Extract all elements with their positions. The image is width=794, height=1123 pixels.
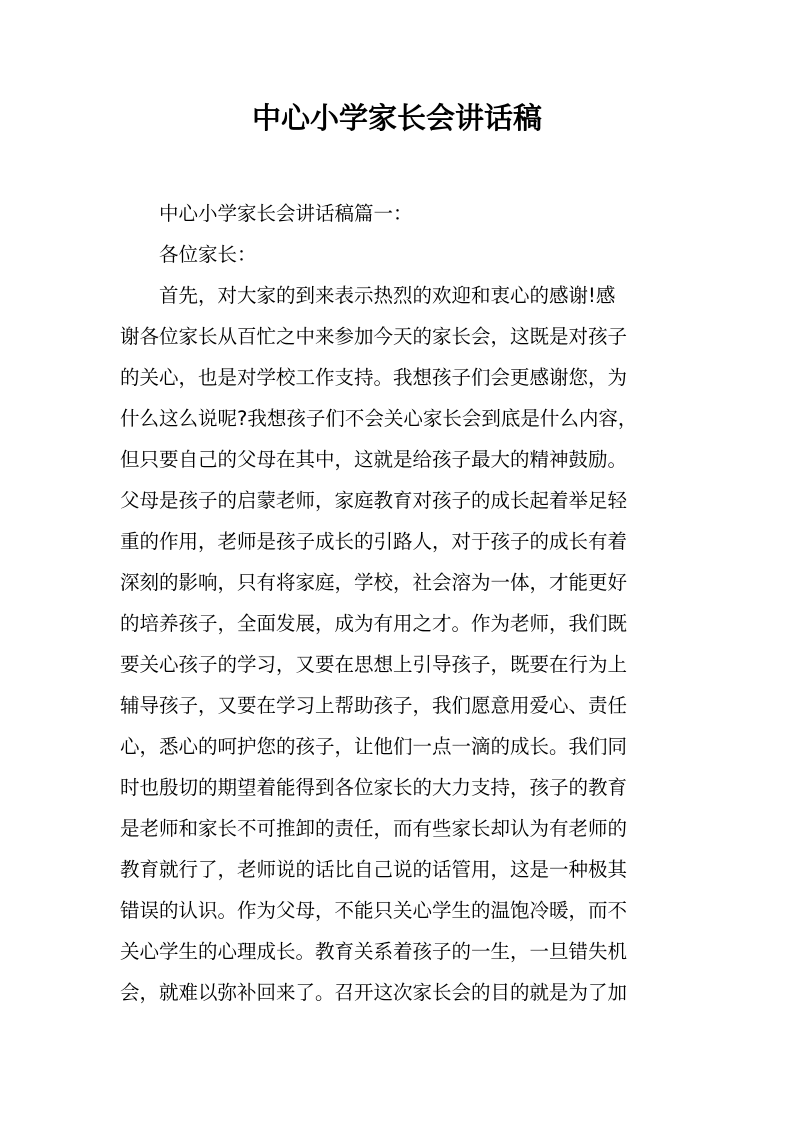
- paragraph-line: 的关心，也是对学校工作支持。我想孩子们会更感谢您，为: [120, 366, 628, 389]
- document-title: 中心小学家长会讲话稿: [251, 101, 542, 135]
- paragraph-line: 谢各位家长从百忙之中来参加今天的家长会，这既是对孩子: [120, 325, 628, 348]
- paragraph-line: 首先，对大家的到来表示热烈的欢迎和衷心的感谢!感: [159, 284, 616, 307]
- paragraph-line: 但只要自己的父母在其中，这就是给孩子最大的精神鼓励。: [120, 448, 628, 471]
- paragraph-line: 教育就行了，老师说的话比自己说的话管用，这是一种极其: [120, 858, 628, 881]
- paragraph-line: 重的作用，老师是孩子成长的引路人，对于孩子的成长有着: [120, 530, 628, 553]
- paragraph-line: 时也殷切的期望着能得到各位家长的大力支持，孩子的教育: [120, 776, 628, 799]
- paragraph-line: 深刻的影响，只有将家庭，学校，社会溶为一体，才能更好: [120, 571, 628, 594]
- salutation: 各位家长：: [159, 243, 257, 266]
- paragraph-line: 心，悉心的呵护您的孩子，让他们一点一滴的成长。我们同: [120, 735, 628, 758]
- paragraph-line: 会，就难以弥补回来了。召开这次家长会的目的就是为了加: [120, 981, 628, 1004]
- paragraph-line: 是老师和家长不可推卸的责任，而有些家长却认为有老师的: [120, 817, 628, 840]
- paragraph-line: 关心学生的心理成长。教育关系着孩子的一生，一旦错失机: [120, 940, 628, 963]
- paragraph-line: 要关心孩子的学习，又要在思想上引导孩子，既要在行为上: [120, 653, 628, 676]
- paragraph-line: 辅导孩子，又要在学习上帮助孩子，我们愿意用爱心、责任: [120, 694, 628, 717]
- paragraph-line: 什么这么说呢?我想孩子们不会关心家长会到底是什么内容，: [120, 407, 638, 430]
- section-heading: 中心小学家长会讲话稿篇一：: [159, 202, 413, 225]
- paragraph-line: 的培养孩子，全面发展，成为有用之才。作为老师，我们既: [120, 612, 628, 635]
- paragraph-line: 父母是孩子的启蒙老师，家庭教育对孩子的成长起着举足轻: [120, 489, 628, 512]
- paragraph-line: 错误的认识。作为父母，不能只关心学生的温饱冷暖，而不: [120, 899, 628, 922]
